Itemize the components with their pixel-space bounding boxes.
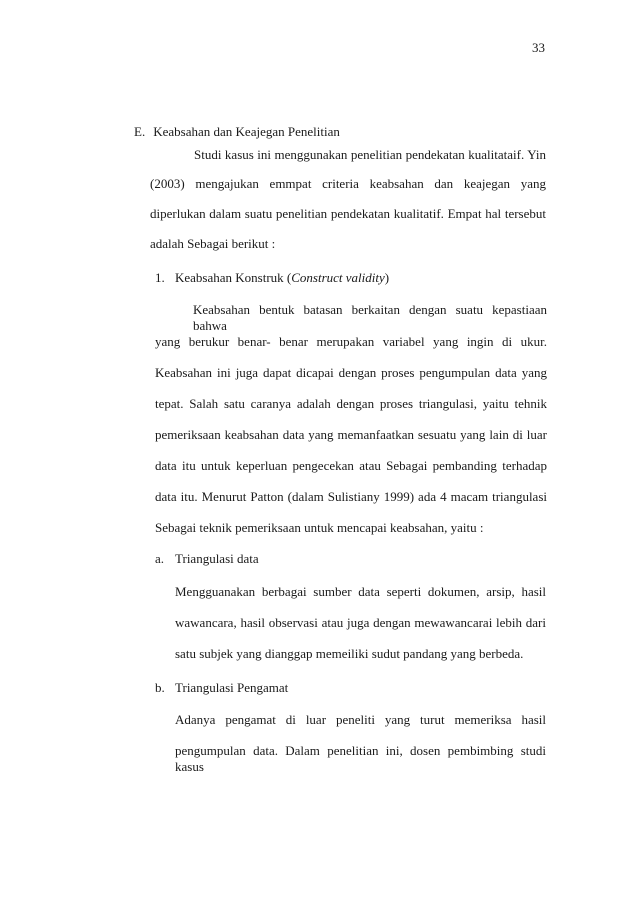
paragraph-line: wawancara, hasil observasi atau juga dengan mewawancarai lebih dari xyxy=(175,615,546,630)
paragraph-line: pengumpulan data. Dalam penelitian ini, dosen pembimbing studi kasus xyxy=(175,743,546,774)
list-label: a. xyxy=(155,551,165,566)
subsection-title-end: ) xyxy=(384,270,390,285)
paragraph-line: Mengguanakan berbagai sumber data seperti dokumen, arsip, hasil xyxy=(175,584,546,599)
paragraph-line: data itu. Menurut Patton (dalam Sulistiany 1999) ada 4 macam triangulasi xyxy=(155,489,547,504)
subsection-heading xyxy=(155,270,389,286)
list-heading xyxy=(155,680,288,696)
paragraph-line: Studi kasus ini menggunakan penelitian pendekatan kualitataif. Yin xyxy=(194,147,546,162)
section-heading xyxy=(134,124,340,140)
subsection-title-italic: Construct validity xyxy=(291,270,385,285)
paragraph-line: diperlukan dalam suatu penelitian pendekatan kualitatif. Empat hal tersebut xyxy=(150,206,546,221)
section-title: Keabsahan dan Keajegan Penelitian xyxy=(153,124,340,139)
list-label: b. xyxy=(155,680,165,695)
page-number: 33 xyxy=(532,40,545,55)
list-heading xyxy=(155,551,259,567)
subsection-label: 1. xyxy=(155,270,165,285)
paragraph-line: adalah Sebagai berikut : xyxy=(150,236,276,251)
paragraph-line: satu subjek yang dianggap memeiliki sudut pandang yang berbeda. xyxy=(175,646,524,661)
paragraph-line: Keabsahan ini juga dapat dicapai dengan proses pengumpulan data yang xyxy=(155,365,547,380)
paragraph-line: Adanya pengamat di luar peneliti yang turut memeriksa hasil xyxy=(175,712,546,727)
paragraph-line: Sebagai teknik pemeriksaan untuk mencapai keabsahan, yaitu : xyxy=(155,520,484,535)
paragraph-line: Keabsahan bentuk batasan berkaitan dengan suatu kepastiaan bahwa xyxy=(193,302,547,333)
paragraph-line: data itu untuk keperluan pengecekan atau Sebagai pembanding terhadap xyxy=(155,458,547,473)
paragraph-line: (2003) mengajukan emmpat criteria keabsahan dan keajegan yang xyxy=(150,176,546,191)
paragraph-line: yang berukur benar- benar merupakan variabel yang ingin di ukur. xyxy=(155,334,547,349)
subsection-title: Keabsahan Konstruk ( xyxy=(175,270,292,285)
list-title: Triangulasi data xyxy=(175,551,259,566)
paragraph-line: pemeriksaan keabsahan data yang memanfaatkan sesuatu yang lain di luar xyxy=(155,427,547,442)
section-label: E. xyxy=(134,124,146,139)
paragraph-line: tepat. Salah satu caranya adalah dengan proses triangulasi, yaitu tehnik xyxy=(155,396,547,411)
list-title: Triangulasi Pengamat xyxy=(175,680,289,695)
